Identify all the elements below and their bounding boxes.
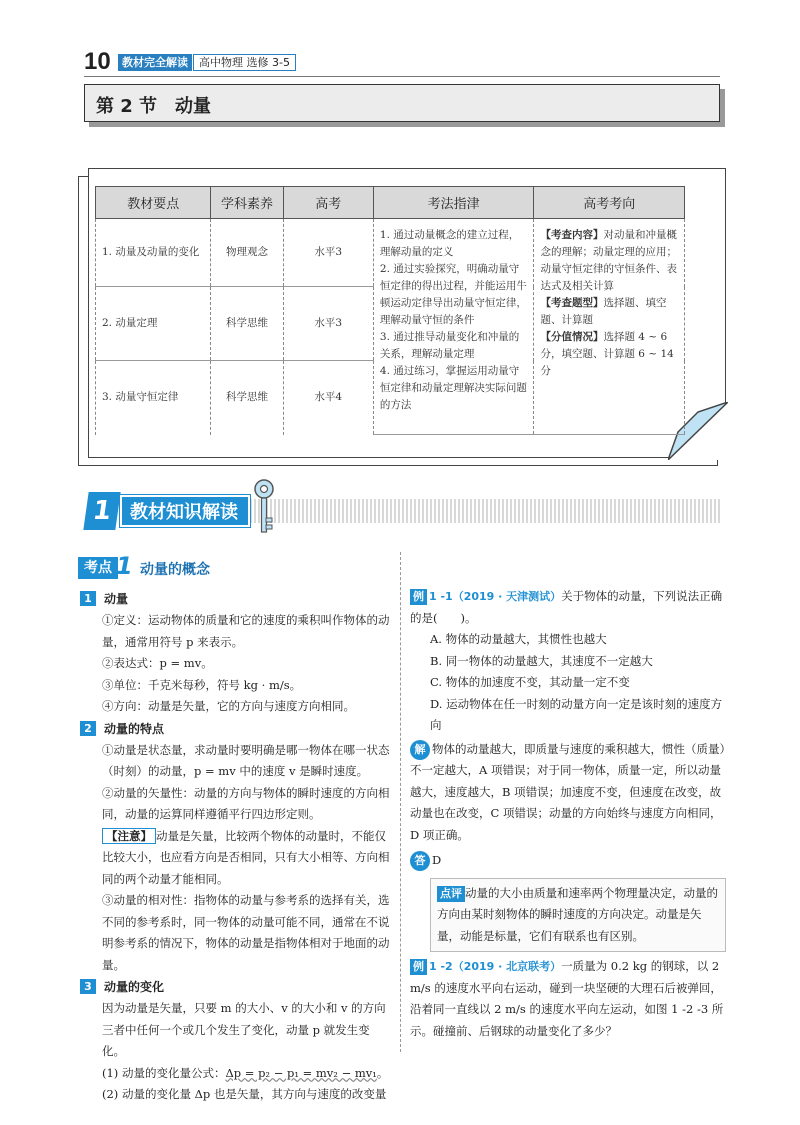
method-item: 2. 通过实验探究，明确动量守恒定律的得出过程，并能运用牛顿运动定律导出动量守恒定律，理解动量守恒的条件 [379, 263, 527, 326]
banner-label: 教材知识解读 [120, 495, 250, 527]
direction-item: 【考查内容】对动量和冲量概念的理解；动量定理的应用；动量守恒定律的守恒条件、表达式及相关计算 [540, 229, 677, 292]
summary-table [95, 186, 685, 435]
direction-item: 【分值情况】选择题 4 ~ 6 分，填空题、计算题 6 ~ 14 分 [540, 331, 674, 377]
subheading: 2 动量的特点 [80, 718, 392, 740]
example-question: 例 1 -2（2019 · 北京联考）一质量为 0.2 kg 的钢球，以 2 m/s 的速度水平向右运动，碰到一块坚硬的大理石后被弹回，沿着同一直线以 2 m/s 的速度水平向左运动，如图 1 -2 -3 所示。碰撞前、后钢球的动量变化了多少？ [410, 959, 724, 1038]
answer: 答 D [410, 850, 726, 872]
table-cell-level: 水平3 [283, 219, 373, 287]
left-column [80, 588, 392, 1106]
col-header-method: 考法指津 [373, 187, 534, 219]
method-item: 1. 通过动量概念的建立过程，理解动量的定义 [379, 229, 520, 258]
note-paragraph: 【注意】 动量是矢量，比较两个物体的动量时，不能仅比较大小，也应看方向是否相同，只有大小相等、方向相同的两个动量才能相同。 [102, 828, 390, 886]
paragraph: ④方向：动量是矢量，它的方向与速度方向相同。 [102, 699, 355, 713]
col-header-point: 教材要点 [96, 187, 211, 219]
table-cell-literacy: 科学思维 [211, 287, 283, 361]
paragraph: ①动量是状态量，求动量时要明确是哪一物体在哪一状态（时刻）的动量，p = mv 中的速度 v 是瞬时速度。 [102, 742, 390, 778]
kaodian-number: 1 [116, 552, 133, 580]
method-item: 4. 通过练习，掌握运用动量守恒定律和动量定理解决实际问题的方法 [379, 365, 527, 411]
header-rule [84, 76, 720, 77]
col-header-literacy: 学科素养 [211, 187, 283, 219]
table-cell-point: 1. 动量及动量的变化 [96, 219, 211, 287]
kaodian-title: 动量的概念 [140, 562, 210, 578]
col-header-exam: 高考 [283, 187, 373, 219]
option: B. 同一物体的动量越大，其速度不一定越大 [430, 653, 653, 668]
right-column [410, 586, 726, 1042]
option: A. 物体的动量越大，其惯性也越大 [430, 632, 607, 646]
table-cell-directions [534, 219, 685, 435]
table-cell-literacy: 物理观念 [211, 219, 283, 287]
paragraph: ②表达式：p = mv。 [102, 656, 213, 670]
table-cell-level: 水平3 [283, 287, 373, 361]
solution: 解 物体的动量越大，即质量与速度的乘积越大，惯性（质量）不一定越大，A 项错误；对于同一物体，质量一定，所以动量越大，速度越大，B 项错误；加速度不变，但速度在改变，故动量也在改变，C 项错误；动量的方向始终与速度方向相同，D 项正确。 [410, 741, 726, 842]
book-series-tag: 教材完全解读 [118, 54, 192, 71]
example-question: 例 1 -1（2019 · 天津测试）关于物体的动量，下列说法正确的是( )。 [410, 589, 723, 625]
book-subject-tag: 高中物理 选修 3-5 [193, 54, 296, 71]
option: D. 运动物体在任一时刻的动量方向一定是该时刻的速度方向 [430, 696, 723, 732]
table-cell-methods [373, 219, 534, 435]
banner-stripe [250, 499, 720, 523]
key-icon [252, 478, 276, 536]
paragraph: 因为动量是矢量，只要 m 的大小、v 的大小和 v 的方向三者中任何一个或几个发生了变化，动量 p 就发生变化。 [102, 1001, 386, 1058]
answer-icon: 答 [410, 851, 430, 871]
table-cell-literacy: 科学思维 [211, 361, 283, 435]
formula-paragraph: (1) 动量的变化量公式：Δp = p₂ − p₁ = mv₂ − mv₁。 [102, 1065, 389, 1080]
table-cell-level: 水平4 [283, 361, 373, 435]
method-item: 3. 通过推导动量变化和冲量的关系，理解动量定理 [379, 331, 520, 360]
paragraph: ①定义：运动物体的质量和它的速度的乘积叫作物体的动量，通常用符号 p 来表示。 [102, 613, 390, 649]
paragraph: ③动量的相对性：指物体的动量与参考系的选择有关，选不同的参考系时，同一物体的动量可能不同，通常在不说明参考系的情况下，物体的动量是指物体相对于地面的动量。 [102, 893, 390, 972]
table-cell-point: 3. 动量守恒定律 [96, 361, 211, 435]
kaodian-tag: 考点 [78, 557, 118, 579]
solution-icon: 解 [410, 740, 430, 760]
section-title: 第 2 节 动量 [96, 96, 212, 117]
subheading: 1 动量 [80, 588, 392, 610]
direction-item: 【考查题型】选择题、填空题、计算题 [540, 297, 667, 326]
paragraph: ③单位：千克米每秒，符号 kg · m/s。 [102, 677, 302, 692]
paragraph: ②动量的矢量性：动量的方向与物体的瞬时速度的方向相同，动量的运算同样遵循平行四边形定则。 [102, 785, 390, 821]
subheading: 3 动量的变化 [80, 976, 392, 998]
banner-number: 1 [83, 492, 120, 530]
comment-box: 点评 动量的大小由质量和速率两个物理量决定，动量的方向由某时刻物体的瞬时速度的方向决定。动量是矢量，动能是标量，它们有联系也有区别。 [430, 878, 726, 953]
option: C. 物体的加速度不变，其动量一定不变 [430, 675, 630, 689]
column-divider [400, 552, 401, 1052]
col-header-direction: 高考考向 [534, 187, 685, 219]
page-number: 10 [84, 48, 111, 75]
paragraph: (2) 动量的变化量 Δp 也是矢量，其方向与速度的改变量 [102, 1087, 387, 1101]
table-cell-point: 2. 动量定理 [96, 287, 211, 361]
